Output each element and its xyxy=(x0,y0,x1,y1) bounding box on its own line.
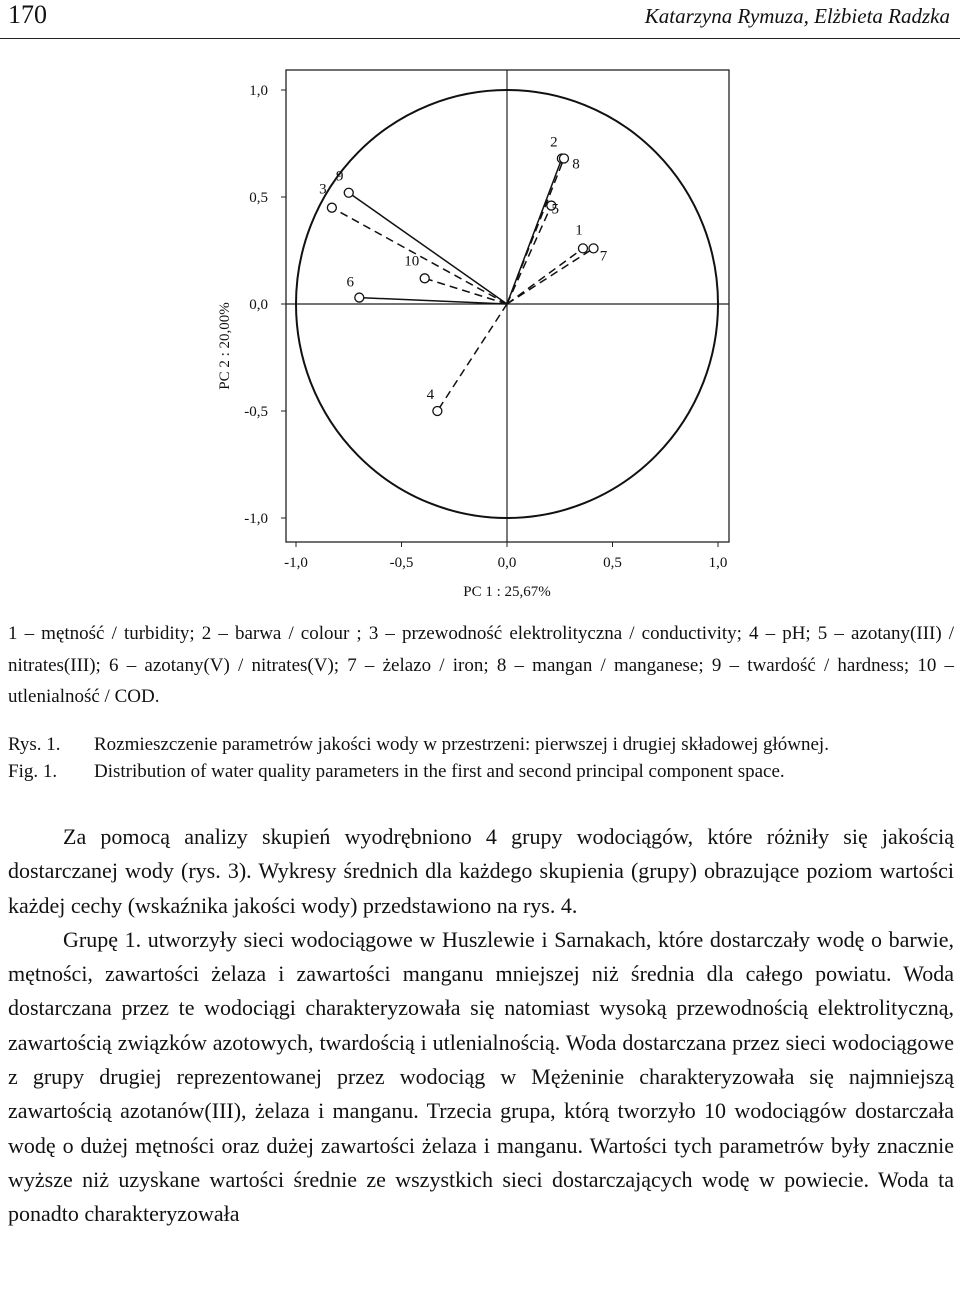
point-label: 10 xyxy=(404,253,420,270)
paragraph: Za pomocą analizy skupień wyodrębniono 4 grupy wodociągów, które różniły się jakością dostarczanej wody (rys. 3). Wykresy średnich dla każdego skupienia (grupy) obrazujące poziom wartości każdej cechy (wskaźnika jakości wody) przedstawiono na rys. 4. xyxy=(8,824,954,918)
point-label: 4 xyxy=(426,387,435,403)
axis-ticks xyxy=(244,83,727,571)
x-axis-label: PC 1 : 25,67% xyxy=(463,584,551,600)
pca-chart xyxy=(0,40,960,610)
x-tick-label: -0,5 xyxy=(389,555,414,571)
legend-item: 7 – żelazo / iron; xyxy=(347,654,489,676)
loading-vector-line xyxy=(346,193,507,304)
loading-point xyxy=(433,407,442,416)
x-tick-label: -1,0 xyxy=(284,555,308,571)
loading-vector-line xyxy=(359,298,507,304)
variable-legend xyxy=(8,618,954,713)
point-label: 8 xyxy=(572,156,580,173)
caption-text-pl: Rozmieszczenie parametrów jakości wody w przestrzeni: pierwszej i drugiej składowej głównej. xyxy=(94,734,829,755)
plot-grid xyxy=(286,70,729,542)
loading-point xyxy=(559,154,568,163)
x-tick-label: 1,0 xyxy=(708,555,728,571)
y-tick-label: 1,0 xyxy=(249,83,268,99)
legend-item: 5 – azotany(III) / nitrates(III); xyxy=(8,623,955,676)
x-tick-label: 0,5 xyxy=(603,555,622,571)
point-label: 6 xyxy=(346,274,355,291)
legend-item: 4 – pH; xyxy=(749,623,811,644)
y-axis-label: PC 2 : 20,00% xyxy=(217,302,233,390)
legend-item: 10 – utlenialność / COD. xyxy=(8,654,955,707)
loading-vectors xyxy=(319,134,608,415)
caption-label-en: Fig. 1. xyxy=(8,761,58,782)
page-header xyxy=(0,0,960,40)
caption-label-pl: Rys. 1. xyxy=(8,734,61,755)
point-label: 2 xyxy=(550,134,558,151)
x-tick-label: 0,0 xyxy=(497,555,517,571)
legend-item: 3 – przewodność elektrolityczna / conductivity; xyxy=(368,623,742,644)
y-tick-label: 0,5 xyxy=(249,190,268,206)
body-text xyxy=(8,820,954,1232)
legend-item: 9 – twardość / hardness; xyxy=(711,654,910,676)
loading-vector-line xyxy=(332,208,507,304)
loading-point xyxy=(589,244,598,253)
caption-text-en: Distribution of water quality parameters in the first and second principal component space. xyxy=(94,761,785,782)
loading-point xyxy=(344,188,353,197)
running-authors: Katarzyna Rymuza, Elżbieta Radzka xyxy=(644,4,950,28)
legend-item: 6 – azotany(V) / nitrates(V); xyxy=(109,654,340,676)
point-label: 3 xyxy=(319,181,327,198)
y-tick-label: 0,0 xyxy=(249,297,268,313)
header-rule xyxy=(0,38,960,39)
point-label: 1 xyxy=(575,222,583,239)
legend-item: 8 – mangan / manganese; xyxy=(496,654,704,676)
y-tick-label: -0,5 xyxy=(244,404,268,420)
loading-point xyxy=(578,244,587,253)
point-label: 7 xyxy=(599,248,608,265)
loading-vector-line xyxy=(437,304,507,411)
point-label: 5 xyxy=(551,201,560,218)
y-tick-label: -1,0 xyxy=(244,511,268,527)
legend-item: 1 – mętność / turbidity; xyxy=(8,623,195,644)
point-label: 9 xyxy=(336,168,344,185)
loading-vector-line xyxy=(507,158,562,304)
legend-item: 2 – barwa / colour ; xyxy=(201,623,362,644)
loading-point xyxy=(327,203,336,212)
loading-point xyxy=(355,293,364,302)
loading-point xyxy=(420,274,429,283)
page-number: 170 xyxy=(8,0,47,29)
paragraph: Grupę 1. utworzyły sieci wodociągowe w Huszlewie i Sarnakach, które dostarczały wodę o barwie, mętności, zawartości żelaza i zawartości manganu mniejszej niż średnia dla całego powiatu. Woda dostarczana przez te wodociągi charakteryzowała się natomiast wysoką przewodnością elektrolityczną, zawartością związków azotowych, twardością i utlenialnością. Woda dostarczana przez sieci wodociągowe z grupy drugiej reprezentowanej przez wodociąg w Mężeninie charakteryzowała się najmniejszą zawartością azotanów(III), żelaza i manganu. Trzecia grupa, którą tworzyło 10 wodociągów dostarczała wodę o dużej mętności oraz dużej zawartości żelaza i manganu. Wartości tych parametrów były znacznie wyższe niż uzyskane wartości średnie ze wszystkich sieci dostarczających wodę w powiecie. Woda ta ponadto charakteryzowała xyxy=(8,926,954,1227)
